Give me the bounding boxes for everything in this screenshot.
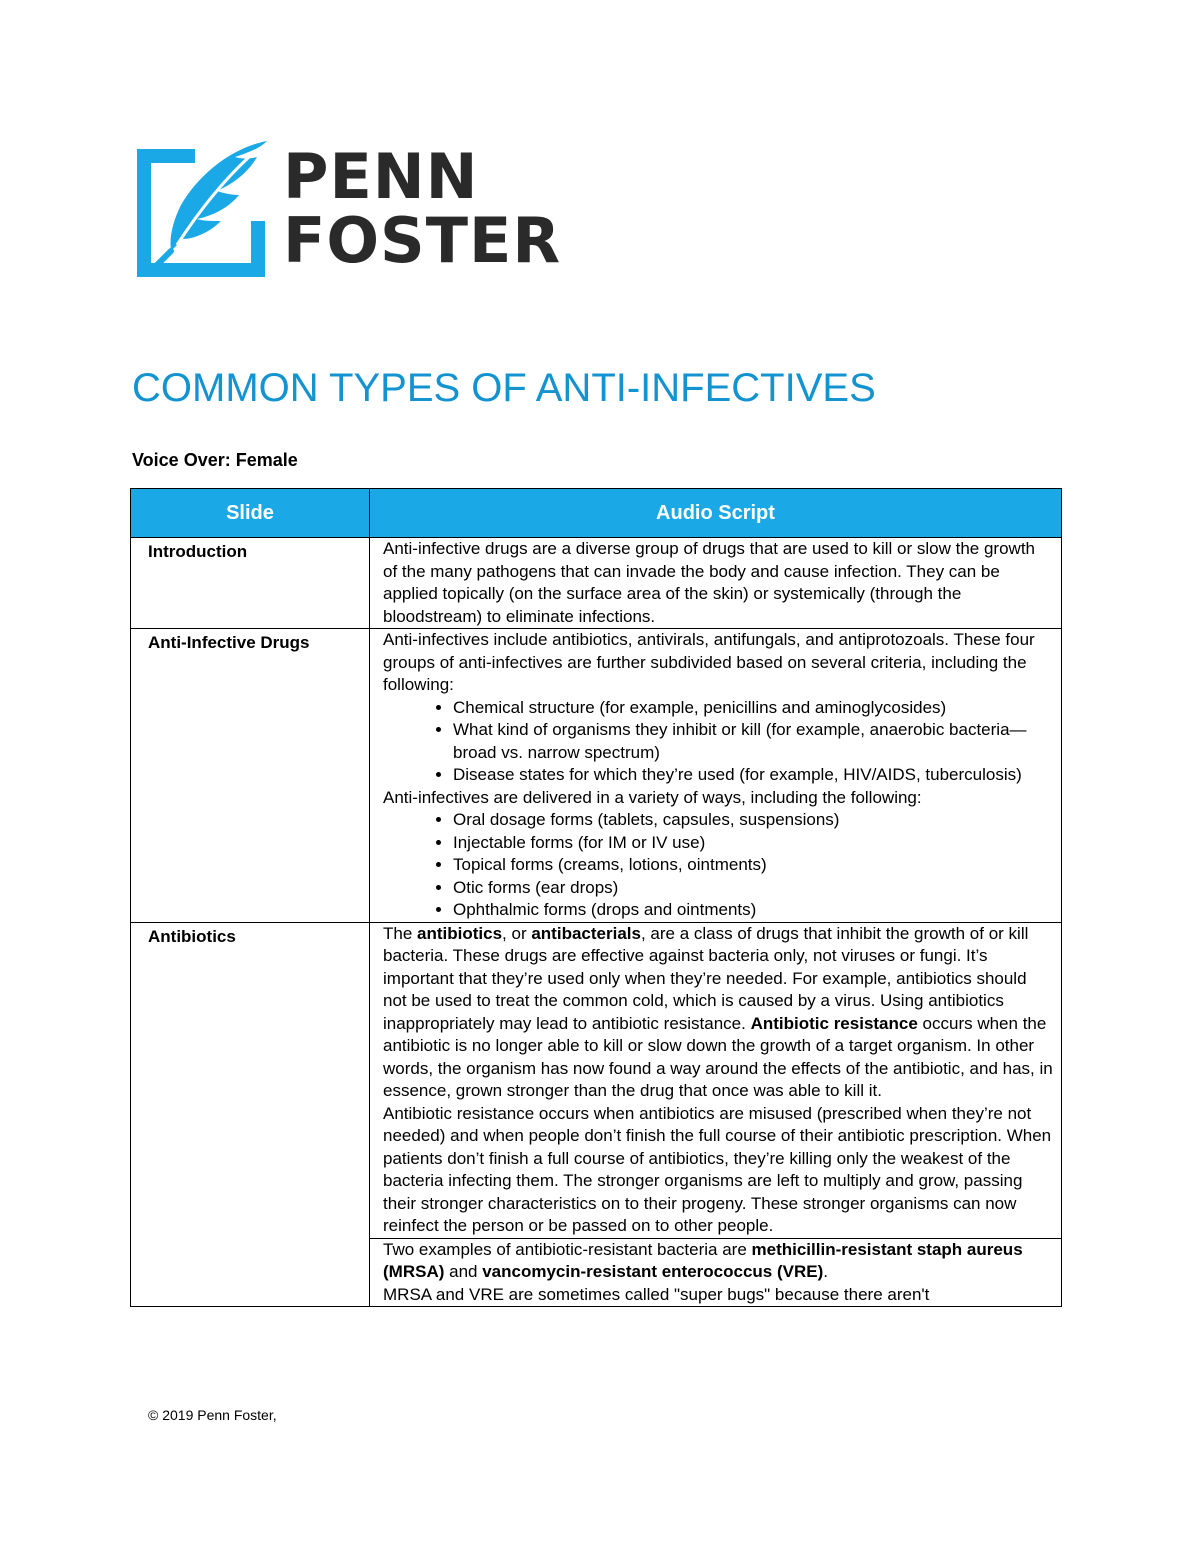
script-paragraph: Antibiotic resistance occurs when antibiotics are misused (prescribed when they’re not needed) and when people don’t finish the full course of their antibiotic prescription. When patients don’t finish a full course of antibiotics, they’re killing only the weakest of the bacteria infecting them. The stronger organisms are left to multiply and grow, passing their stronger characteristics on to their progeny. These stronger organisms can now reinfect the person or be passed on to other people. <box>383 1103 1052 1235</box>
table-row-introduction <box>131 538 1062 629</box>
penn-foster-logo <box>137 141 577 277</box>
script-paragraph: Anti-infectives are delivered in a variety of ways, including the following: <box>383 787 922 807</box>
text-run: and <box>444 1262 483 1281</box>
bold-term: methicillin-resistant staph aureus (MRSA) <box>383 1239 1023 1281</box>
script-paragraph: Anti-infective drugs are a diverse group of drugs that are used to kill or slow the growth of the many pathogens that can invade the body and cause infection. They can be applied topically (on the surface area of the skin) or systemically (through the bloodstream) to eliminate infections. <box>383 539 1036 626</box>
script-cell <box>370 922 1062 1238</box>
table-header-row <box>131 489 1062 538</box>
list-item: • Topical forms (creams, lotions, ointments) <box>453 854 1053 877</box>
list-item: • Injectable forms (for IM or IV use) <box>453 832 1053 855</box>
quill-feather-logo-icon <box>137 141 273 277</box>
delivery-forms-list <box>383 809 1053 922</box>
table-row-anti-infective-drugs <box>131 629 1062 923</box>
text-run: Two examples of antibiotic-resistant bacteria are <box>383 1239 752 1259</box>
list-item: • Oral dosage forms (tablets, capsules, suspensions) <box>453 809 1053 832</box>
bold-term: antibacterials <box>531 923 641 943</box>
audio-script-table <box>130 488 1062 1307</box>
list-item: • Ophthalmic forms (drops and ointments) <box>453 899 1053 922</box>
list-item: • Disease states for which they’re used (for example, HIV/AIDS, tuberculosis) <box>453 764 1053 787</box>
page-title: COMMON TYPES OF ANTI-INFECTIVES <box>132 366 876 410</box>
text-run: occurs when the antibiotic is no longer able to kill or slow down the growth of a target organism. In other words, the organism has now found a way around the effects of the antibiotic, and has, in essence, grown stronger than the drug that once was able to kill it. <box>383 1013 1053 1100</box>
slide-cell: Anti-Infective Drugs <box>131 629 370 923</box>
text-run: . <box>823 1262 828 1281</box>
script-paragraph <box>383 1239 1053 1284</box>
bold-term: Antibiotic resistance <box>750 1013 918 1033</box>
script-cell <box>370 1238 1062 1307</box>
list-item: • What kind of organisms they inhibit or kill (for example, anaerobic bacteria—broad vs. narrow spectrum) <box>453 719 1053 764</box>
script-cell <box>370 629 1062 923</box>
list-item: • Otic forms (ear drops) <box>453 877 1053 900</box>
criteria-list <box>383 697 1053 787</box>
slide-cell: Antibiotics <box>131 922 370 1307</box>
brand-name-line1: PENN <box>283 140 479 213</box>
text-run: The <box>383 923 418 943</box>
list-item: • Chemical structure (for example, penicillins and aminoglycosides) <box>453 697 1053 720</box>
brand-name-line2: FOSTER <box>283 204 562 277</box>
voice-over-label: Voice Over: Female <box>132 450 298 470</box>
column-header-slide: Slide <box>131 489 370 538</box>
table-row-antibiotics <box>131 922 1062 1238</box>
text-run: , are a class of drugs that inhibit the growth of or kill bacteria. These drugs are effective against bacteria only, not viruses or fungi. It’s important that they’re used only when they’re needed. For example, antibiotics should not be used to treat the common cold, which is caused by a virus. Using antibiotics inappropriately may lead to antibiotic resistance. <box>383 923 1029 1033</box>
slide-cell: Introduction <box>131 538 370 629</box>
column-header-audio-script: Audio Script <box>370 489 1062 538</box>
copyright-footer: © 2019 Penn Foster, <box>148 1407 277 1423</box>
script-paragraph: MRSA and VRE are sometimes called "super bugs" because there aren't <box>383 1284 930 1304</box>
text-run: , or <box>502 923 532 943</box>
script-paragraph <box>383 923 1053 1103</box>
script-paragraph: Anti-infectives include antibiotics, antivirals, antifungals, and antiprotozoals. These four groups of anti-infectives are further subdivided based on several criteria, including the following: <box>383 630 1035 694</box>
bold-term: vancomycin-resistant enterococcus (VRE) <box>482 1262 824 1281</box>
script-cell <box>370 538 1062 629</box>
bold-term: antibiotics <box>417 923 503 943</box>
brand-name <box>283 140 562 277</box>
